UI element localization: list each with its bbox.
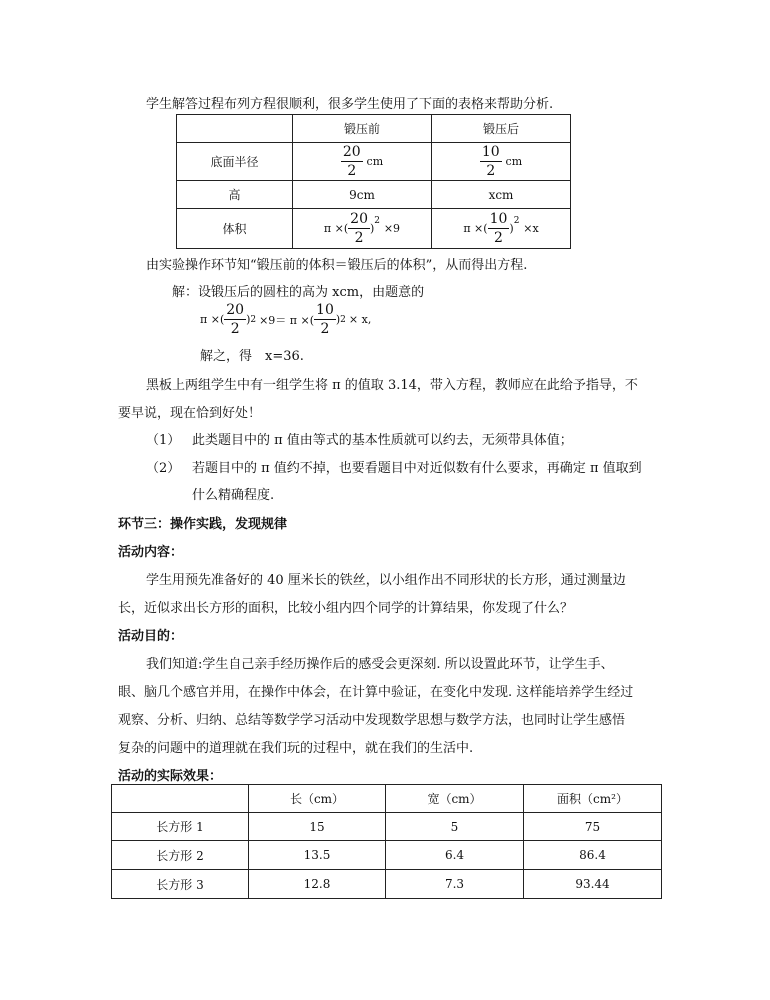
purpose-paragraph-line4: 复杂的问题中的道理就在我们玩的过程中，就在我们的生活中.: [118, 741, 474, 756]
table-row: [112, 813, 662, 841]
content-paragraph-line2: 长，近似求出长方形的面积，比较小组内四个同学的计算结果，你发现了什么？: [118, 601, 574, 616]
blackboard-paragraph-line1: 黑板上两组学生中有一组学生将 π 的值取 3.14，带入方程，教师应在此给予指导，不: [146, 378, 638, 393]
item-text-continued: 什么精确程度.: [192, 488, 275, 503]
table-cell: 86.4: [524, 841, 662, 870]
formula-part: π ×(: [200, 313, 225, 326]
table-cell: 7.3: [386, 870, 524, 899]
table-cell: 高: [177, 181, 293, 209]
formula-part: ): [509, 222, 514, 235]
table-row: [177, 181, 571, 209]
table-header-cell: [177, 115, 293, 143]
exponent: 2: [374, 216, 381, 226]
table-cell: [432, 143, 571, 181]
table-row: [112, 870, 662, 899]
table-header-cell: 宽（cm）: [386, 785, 524, 813]
table-row: [177, 209, 571, 249]
content-paragraph-line1: 学生用预先准备好的 40 厘米长的铁丝，以小组作出不同形状的长方形，通过测量边: [146, 573, 626, 588]
item-number: （2）: [146, 461, 181, 476]
unit-label: cm: [366, 155, 384, 168]
formula-part: ×x: [523, 222, 539, 235]
purpose-paragraph-line2: 眼、脑几个感官并用，在操作中体会，在计算中验证，在变化中发现. 这样能培养学生经过: [118, 685, 634, 700]
table-header-cell: [112, 785, 249, 813]
rectangle-results-table: [111, 784, 662, 899]
table-header-row: [112, 785, 662, 813]
table-cell: 15: [249, 813, 386, 841]
fraction: [314, 303, 336, 336]
table-header-cell: 锻压后: [432, 115, 571, 143]
item-text: 若题目中的 π 值约不掉，也要看题目中对近似数有什么要求，再确定 π 值取到: [192, 461, 642, 476]
formula-part: × x,: [348, 313, 372, 326]
table-cell: 长方形 2: [112, 841, 249, 870]
subsection-heading: 活动内容：: [118, 545, 184, 560]
item-number: （1）: [146, 433, 181, 448]
exponent: 2: [513, 216, 520, 226]
subsection-heading: 活动目的：: [118, 629, 184, 644]
solution-result: 解之，得 x=36.: [200, 349, 304, 364]
table-cell: 5: [386, 813, 524, 841]
table-cell: [432, 209, 571, 249]
table-cell: 体积: [177, 209, 293, 249]
numerator: 20: [226, 302, 245, 318]
numerator: 20: [342, 144, 361, 160]
experiment-paragraph: 由实验操作环节知“锻压前的体积＝锻压后的体积”，从而得出方程.: [146, 258, 528, 273]
table-cell: xcm: [432, 181, 571, 209]
intro-paragraph: 学生解答过程布列方程很顺利，很多学生使用了下面的表格来帮助分析.: [146, 97, 554, 112]
fraction: [488, 212, 510, 245]
formula-part: π ×(: [323, 222, 349, 235]
numerator: 10: [489, 211, 508, 227]
purpose-paragraph-line3: 观察、分析、归纳、总结等数学学习活动中发现数学思想与数学方法，也同时让学生感悟: [118, 713, 626, 728]
formula-part: ×9: [383, 222, 401, 235]
section-heading: 环节三：操作实践，发现规律: [118, 517, 288, 532]
forging-table: [176, 114, 571, 249]
numerator: 20: [350, 211, 368, 227]
table-cell: 93.44: [524, 870, 662, 899]
unit-label: cm: [505, 155, 523, 168]
table-cell: 13.5: [249, 841, 386, 870]
formula-part: ×9＝ π ×(: [259, 313, 315, 327]
table-cell: [293, 209, 432, 249]
table-header-cell: 面积（cm²）: [524, 785, 662, 813]
fraction: [341, 145, 363, 178]
subsection-heading: 活动的实际效果：: [118, 769, 223, 784]
table-cell: 长方形 3: [112, 870, 249, 899]
denominator: 2: [486, 163, 496, 179]
solution-equation: [200, 303, 371, 336]
table-cell: 12.8: [249, 870, 386, 899]
denominator: 2: [230, 321, 240, 337]
denominator: 2: [320, 321, 330, 337]
formula-part: π ×(: [463, 222, 488, 235]
fraction: [480, 145, 502, 178]
solution-intro: 解：设锻压后的圆柱的高为 xcm，由题意的: [172, 285, 425, 300]
blackboard-paragraph-line2: 要早说，现在恰到好处！: [118, 406, 262, 421]
denominator: 2: [354, 230, 364, 246]
formula-part: ): [335, 313, 341, 326]
table-cell: 底面半径: [177, 143, 293, 181]
exponent: 2: [250, 314, 257, 325]
exponent: 2: [340, 314, 346, 325]
formula-part: ): [369, 222, 375, 235]
item-text: 此类题目中的 π 值由等式的基本性质就可以约去，无须带具体值；: [192, 433, 573, 448]
numerator: 10: [316, 302, 334, 318]
numerator: 10: [481, 144, 500, 160]
table-cell: 75: [524, 813, 662, 841]
purpose-paragraph-line1: 我们知道:学生自己亲手经历操作后的感受会更深刻. 所以设置此环节，让学生手、: [146, 657, 614, 672]
table-header-cell: 长（cm）: [249, 785, 386, 813]
formula-part: ): [246, 313, 251, 326]
table-cell: 6.4: [386, 841, 524, 870]
table-row: [177, 143, 571, 181]
denominator: 2: [347, 163, 357, 179]
fraction: [348, 212, 370, 245]
table-cell: 9cm: [293, 181, 432, 209]
table-row: [112, 841, 662, 870]
table-cell: 长方形 1: [112, 813, 249, 841]
table-cell: [293, 143, 432, 181]
fraction: [224, 303, 246, 336]
denominator: 2: [494, 230, 503, 246]
table-header-cell: 锻压前: [293, 115, 432, 143]
table-header-row: [177, 115, 571, 143]
